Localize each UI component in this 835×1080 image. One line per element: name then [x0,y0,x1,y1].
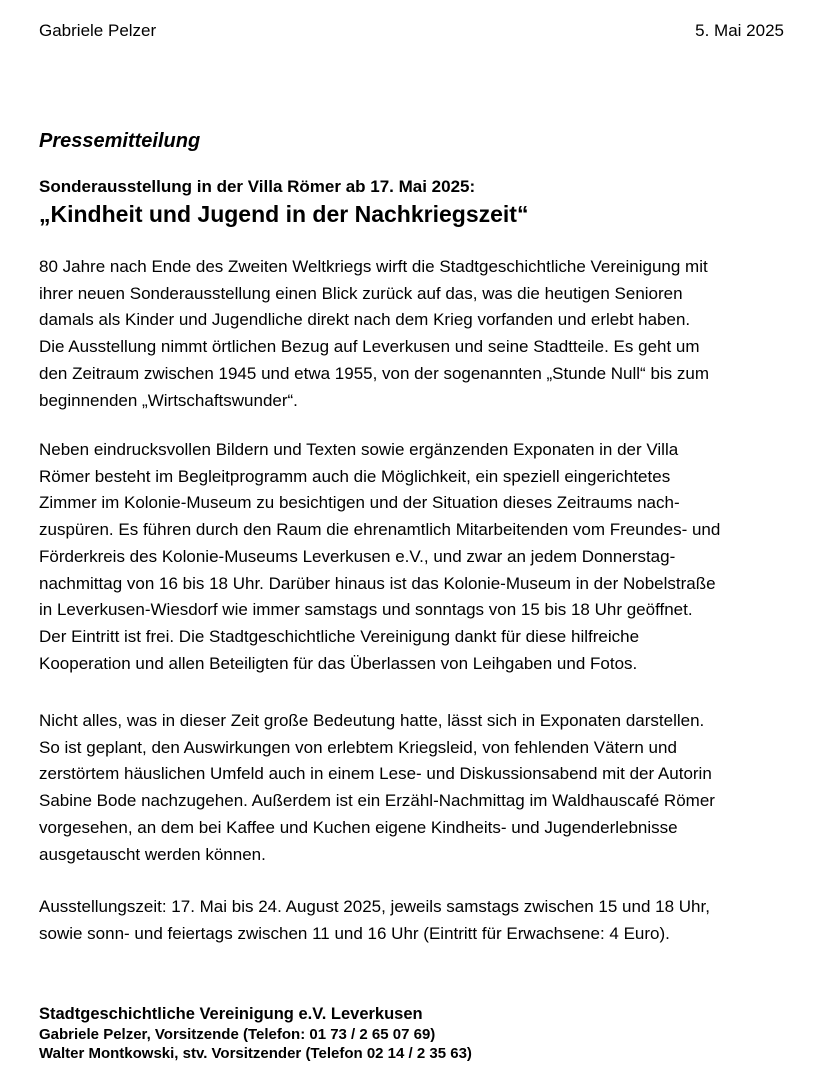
footer-organization: Stadtgeschichtliche Vereinigung e.V. Leverkusen [39,1005,423,1023]
paragraph-intro [39,254,809,414]
text-line: Kooperation und allen Beteiligten für das Überlassen von Leihgaben und Fotos. [39,653,638,673]
text-line: Förderkreis des Kolonie-Museums Leverkusen e.V., und zwar an jedem Donnerstag- [39,546,676,566]
text-line: Neben eindrucksvollen Bildern und Texten sowie ergänzenden Exponaten in der Villa [39,440,679,459]
text-line: 80 Jahre nach Ende des Zweiten Weltkriegs wirft die Stadtgeschichtliche Vereinigung mit [39,257,708,276]
paragraph-program [39,437,809,677]
paragraph-schedule [39,894,809,947]
text-line: Römer besteht im Begleitprogramm auch die Möglichkeit, ein speziell eingerichtetes [39,466,671,486]
paragraph-events [39,708,809,868]
text-line: in Leverkusen-Wiesdorf wie immer samstags und sonntags von 15 bis 18 Uhr geöffnet. [39,600,693,620]
headline: „Kindheit und Jugend in der Nachkriegszeit“ [39,201,529,227]
text-line: Ausstellungszeit: 17. Mai bis 24. August 2025, jeweils samstags zwischen 15 und 18 Uhr, [39,897,710,916]
text-line: zuspüren. Es führen durch den Raum die ehrenamtlich Mitarbeitenden vom Freundes- und [39,520,721,540]
text-line: Die Ausstellung nimmt örtlichen Bezug auf Leverkusen und seine Stadtteile. Es geht um [39,337,700,357]
text-line: beginnenden „Wirtschaftswunder“. [39,390,298,410]
text-line: Sabine Bode nachzugehen. Außerdem ist ein Erzähl-Nachmittag im Waldhauscafé Römer [39,791,715,811]
footer-contact-chair: Gabriele Pelzer, Vorsitzende (Telefon: 01 73 / 2 65 07 69) [39,1026,436,1043]
text-line: zerstörtem häuslichen Umfeld auch in einem Lese- und Diskussionsabend mit der Autorin [39,764,712,784]
text-line: den Zeitraum zwischen 1945 und etwa 1955, von der sogenannten „Stunde Null“ bis zum [39,363,710,383]
header-author: Gabriele Pelzer [39,21,157,40]
text-line: ausgetauscht werden können. [39,844,266,864]
text-line: vorgesehen, an dem bei Kaffee und Kuchen eigene Kindheits- und Jugenderlebnisse [39,817,678,837]
header-date: 5. Mai 2025 [695,21,784,40]
text-line: Nicht alles, was in dieser Zeit große Bedeutung hatte, lässt sich in Exponaten darstellen. [39,711,705,730]
text-line: nachmittag von 16 bis 18 Uhr. Darüber hinaus ist das Kolonie-Museum in der Nobelstraße [39,573,716,593]
text-line: ihrer neuen Sonderausstellung einen Blick zurück auf das, was die heutigen Senioren [39,283,683,303]
text-line: sowie sonn- und feiertags zwischen 11 und 16 Uhr (Eintritt für Erwachsene: 4 Euro). [39,923,670,943]
document-type-label: Pressemitteilung [39,130,201,152]
footer-contact-vice-chair: Walter Montkowski, stv. Vorsitzender (Telefon 02 14 / 2 35 63) [39,1045,472,1062]
footer-contact [39,1004,472,1063]
text-line: So ist geplant, den Auswirkungen von erlebtem Kriegsleid, von fehlenden Vätern und [39,737,677,757]
text-line: damals als Kinder und Jugendliche direkt nach dem Krieg vorfanden und erlebt haben. [39,310,691,330]
subheadline: Sonderausstellung in der Villa Römer ab 17. Mai 2025: [39,177,476,196]
text-line: Der Eintritt ist frei. Die Stadtgeschichtliche Vereinigung dankt für diese hilfreiche [39,626,640,646]
text-line: Zimmer im Kolonie-Museum zu besichtigen und der Situation dieses Zeitraums nach- [39,493,680,513]
